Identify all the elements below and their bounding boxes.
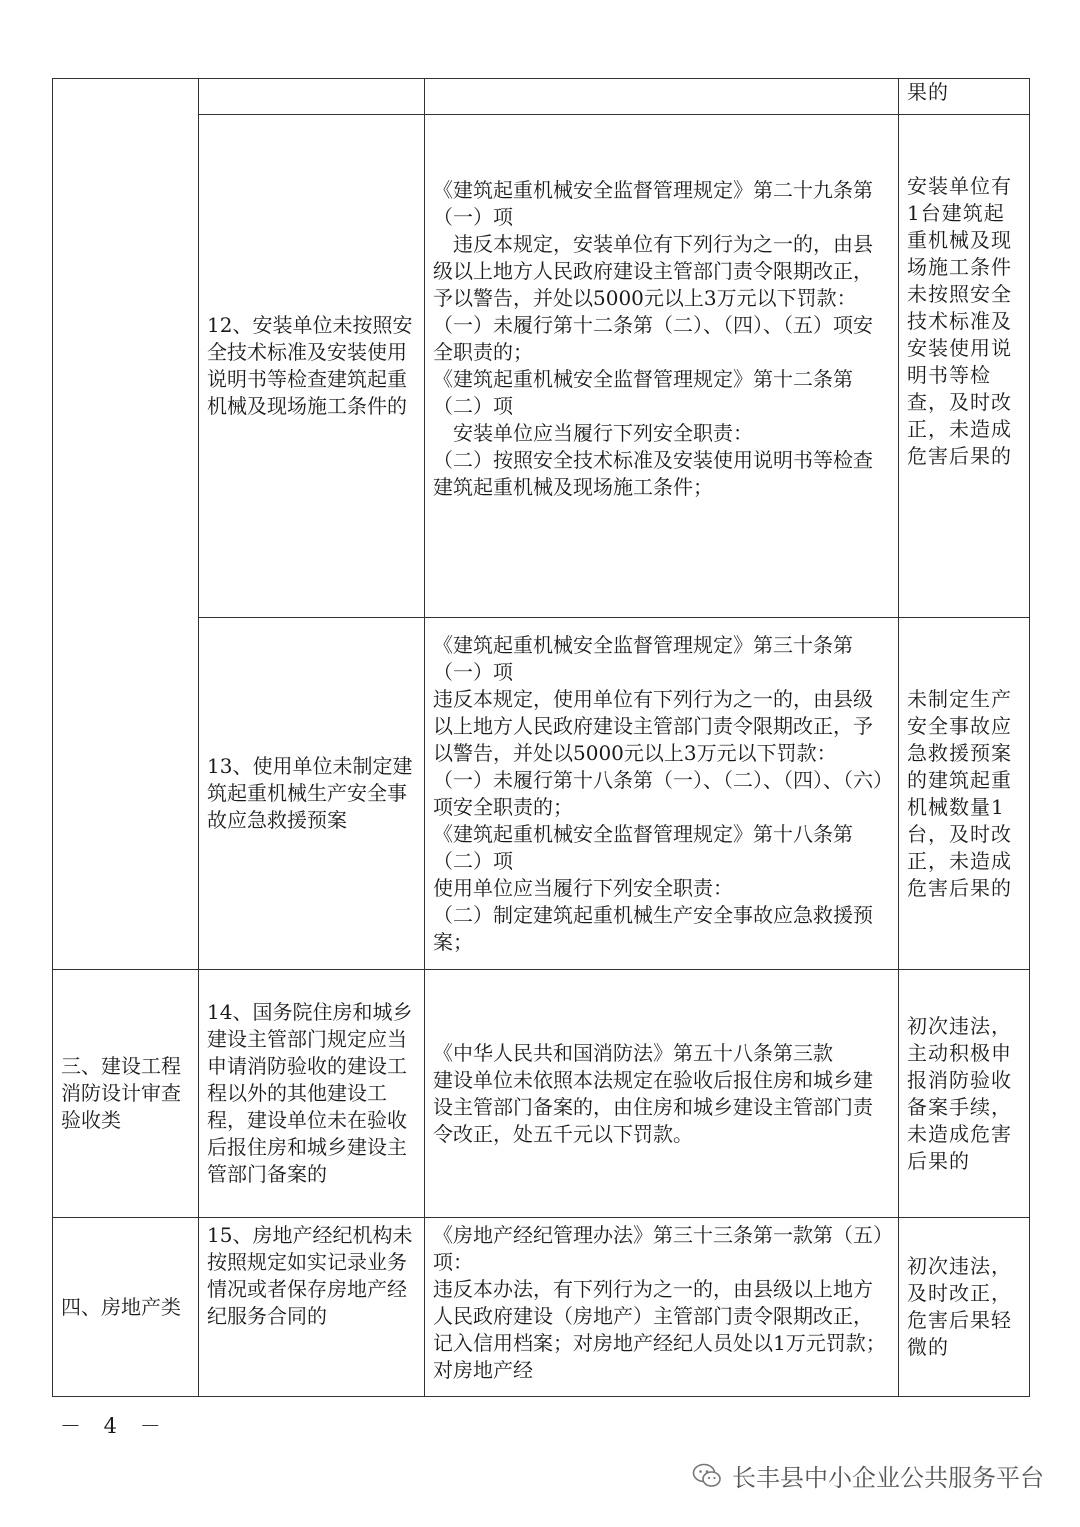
basis-line: （一）未履行第十八条第（一）、（二）、（四）、（六）项安全职责的； — [433, 767, 883, 819]
circumstance-text: 未制定生产安全事故应急救援预案的建筑起重机械数量1台，及时改正，未造成危害后果的 — [907, 686, 1012, 900]
basis-line: 《建筑起重机械安全监督管理规定》第十二条第（二）项 — [433, 367, 853, 418]
basis-line: 《建筑起重机械安全监督管理规定》第二十九条第（一）项 — [433, 178, 873, 229]
basis-line: 《建筑起重机械安全监督管理规定》第三十条第（一）项 — [433, 632, 853, 684]
basis-line: 使用单位应当履行下列安全职责： — [433, 875, 733, 900]
basis-cell-14 — [425, 970, 899, 1218]
category-text: 四、房地产类 — [61, 1294, 181, 1319]
item-cell-empty — [199, 79, 425, 115]
page-number: － 4 － — [60, 1414, 169, 1438]
table-row-15 — [53, 1218, 1030, 1397]
table-row-14 — [53, 970, 1030, 1218]
basis-line: 违反本规定，安装单位有下列行为之一的，由县级以上地方人民政府建设主管部门责令限期改正，予以警告，并处以5000元以上3万元以下罚款： — [433, 232, 873, 310]
category-text: 三、建设工程消防设计审查验收类 — [61, 1054, 181, 1132]
category-cell-3 — [53, 970, 199, 1218]
circumstance-text: 果的 — [907, 80, 949, 104]
basis-line: 建设单位未依照本法规定在验收后报住房和城乡建设主管部门备案的，由住房和城乡建设主管部门责令改正，处五千元以下罚款。 — [433, 1067, 873, 1146]
circumstance-text: 安装单位有1台建筑起重机械及现场施工条件未按照安全技术标准及安装使用说明书等检查，及时改正，未造成危害后果的 — [907, 174, 1012, 468]
basis-cell-15 — [425, 1218, 899, 1397]
item-cell-12 — [199, 115, 425, 618]
watermark-text: 长丰县中小企业公共服务平台 — [732, 1464, 1044, 1492]
item-cell-15 — [199, 1218, 425, 1397]
basis-line: 安装单位应当履行下列安全职责： — [453, 421, 753, 445]
table-row-13 — [53, 618, 1030, 970]
item-text: 12、安装单位未按照安全技术标准及安装使用说明书等检查建筑起重机械及现场施工条件的 — [207, 313, 413, 418]
basis-line: 《房地产经纪管理办法》第三十三条第一款第（五）项： — [433, 1223, 883, 1274]
circumstance-cell-continued — [899, 79, 1030, 115]
basis-line: 违反本办法，有下列行为之一的，由县级以上地方人民政府建设（房地产）主管部门责令限期改正，记入信用档案；对房地产经纪人员处以1万元罚款；对房地产经 — [433, 1277, 886, 1382]
basis-line: （二）按照安全技术标准及安装使用说明书等检查建筑起重机械及现场施工条件； — [433, 448, 873, 499]
document-table — [52, 78, 1030, 1397]
circumstance-text: 初次违法，主动积极申报消防验收备案手续，未造成危害后果的 — [907, 1013, 1012, 1173]
circumstance-cell-12 — [899, 115, 1030, 618]
category-cell-4 — [53, 1218, 199, 1397]
item-text: 15、房地产经纪机构未按照规定如实记录业务情况或者保存房地产经纪服务合同的 — [207, 1223, 413, 1328]
watermark — [692, 1458, 1044, 1493]
circumstance-cell-13 — [899, 618, 1030, 970]
basis-line: （二）制定建筑起重机械生产安全事故应急救援预案； — [433, 902, 873, 954]
basis-line: （一）未履行第十二条第（二）、（四）、（五）项安全职责的； — [433, 313, 873, 364]
item-text: 13、使用单位未制定建筑起重机械生产安全事故应急救援预案 — [207, 754, 413, 832]
category-cell-continued — [53, 79, 199, 970]
table-row-12 — [53, 115, 1030, 618]
item-cell-13 — [199, 618, 425, 970]
basis-line: 《建筑起重机械安全监督管理规定》第十八条第（二）项 — [433, 821, 853, 873]
basis-cell-empty — [425, 79, 899, 115]
item-text: 14、国务院住房和城乡建设主管部门规定应当申请消防验收的建设工程以外的其他建设工程，建设单位未在验收后报住房和城乡建设主管部门备案的 — [207, 1000, 413, 1186]
circumstance-text: 初次违法，及时改正，危害后果轻微的 — [907, 1254, 1012, 1359]
item-cell-14 — [199, 970, 425, 1218]
basis-line: 《中华人民共和国消防法》第五十八条第三款 — [433, 1040, 833, 1065]
basis-cell-13 — [425, 618, 899, 970]
circumstance-cell-14 — [899, 970, 1030, 1218]
wechat-icon — [692, 1463, 722, 1489]
table-row-continued — [53, 79, 1030, 115]
circumstance-cell-15 — [899, 1218, 1030, 1397]
basis-line: 违反本规定，使用单位有下列行为之一的，由县级以上地方人民政府建设主管部门责令限期改正，予以警告，并处以5000元以上3万元以下罚款： — [433, 686, 873, 765]
basis-cell-12 — [425, 115, 899, 618]
